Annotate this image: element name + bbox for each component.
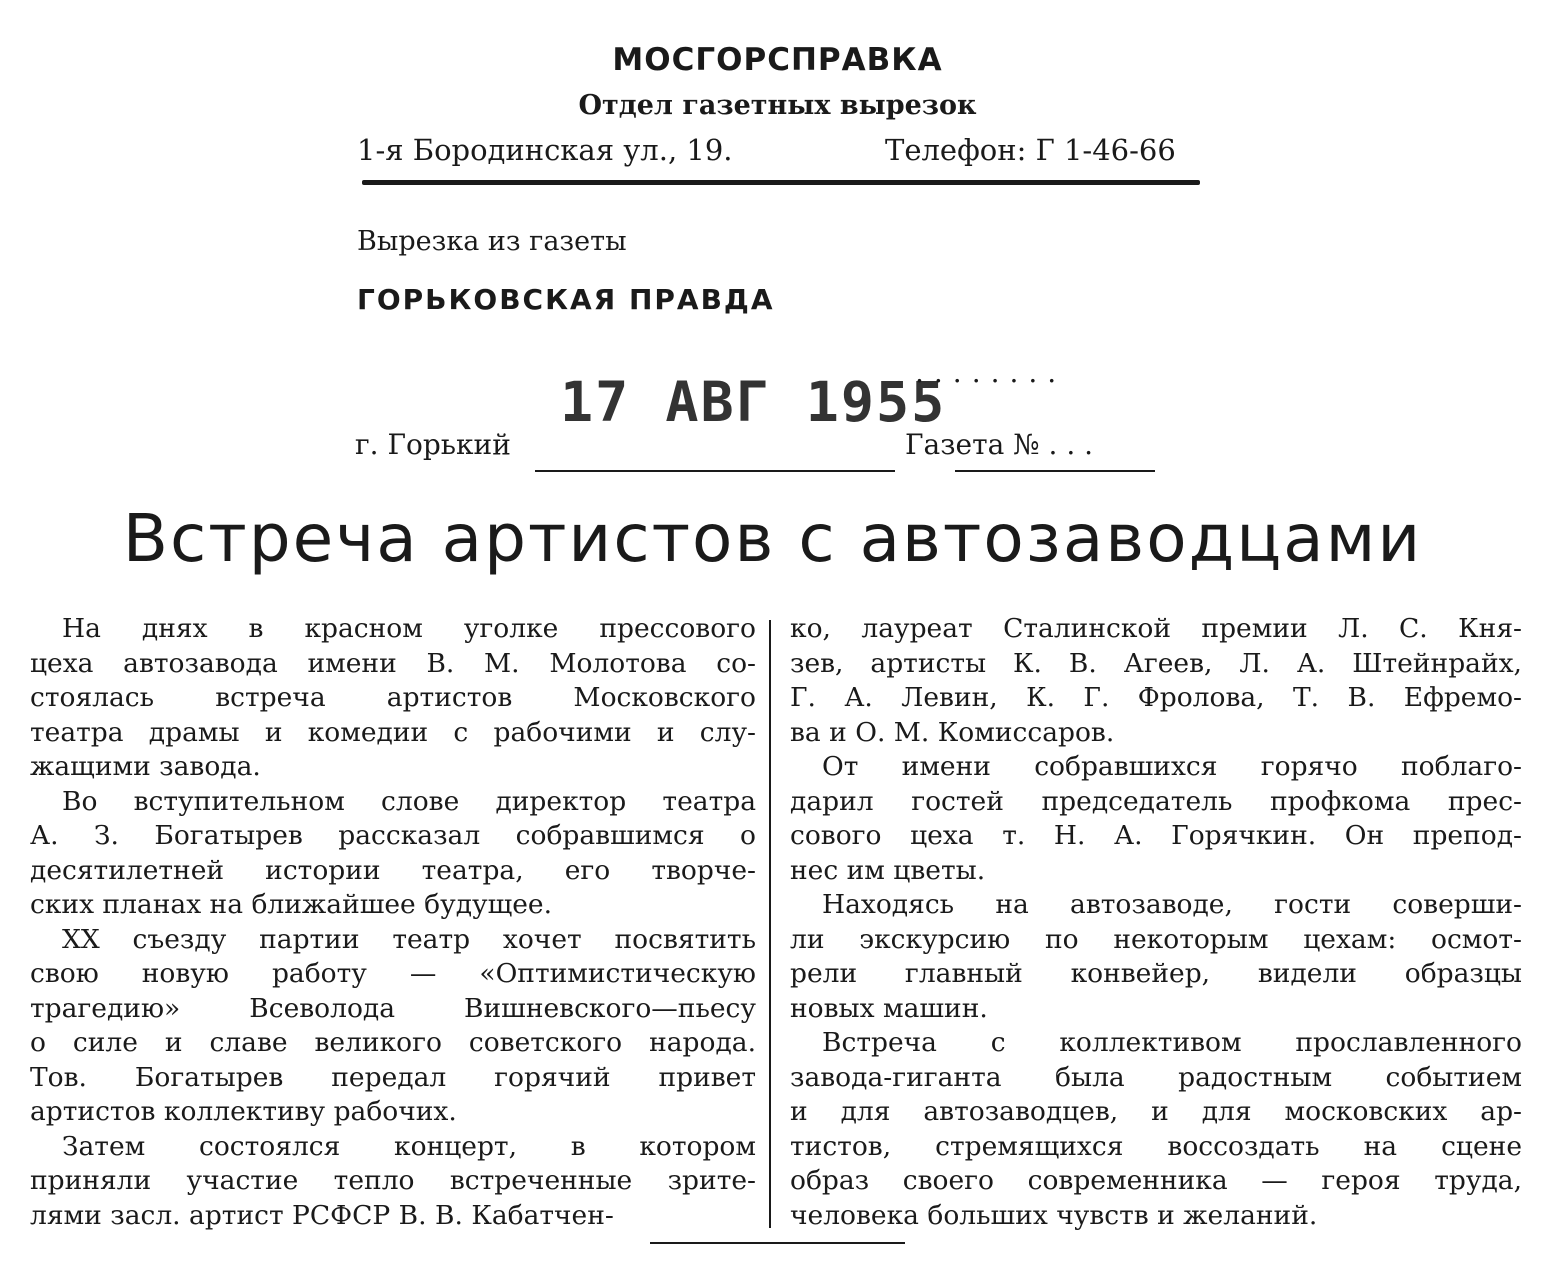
article-paragraph [790, 750, 1522, 888]
date-dots: ........ [915, 356, 1067, 389]
article-line: Затем состоялся концерт, в котором [62, 1130, 756, 1162]
article-line: человека больших чувств и желаний. [790, 1199, 1318, 1231]
city-underline [535, 470, 895, 472]
article-line: Находясь на автозаводе, гости соверши- [822, 889, 1522, 920]
article-line: приняли участие тепло встреченные зрите- [30, 1165, 756, 1196]
clipping-label: Вырезка из газеты [357, 226, 627, 257]
article-line: завода-гиганта была радостным событием [790, 1061, 1522, 1093]
article-column-left [30, 612, 756, 1233]
article-headline: Встреча артистов с автозаводцами [122, 500, 1423, 577]
article-line: цеха автозавода имени В. М. Молотова со- [30, 647, 756, 679]
article-line: Встреча с коллективом прославленного [822, 1027, 1522, 1058]
article-paragraph [30, 923, 756, 1130]
article-line: стоялась встреча артистов Московского [30, 682, 756, 713]
article-line: ва и О. М. Комиссаров. [790, 716, 1115, 748]
article-line: свою новую работу — «Оптимистическую [30, 958, 756, 989]
article-line: десятилетней истории театра, его творче- [30, 854, 756, 886]
article-line: и для автозаводцев, и для московских ар- [790, 1096, 1522, 1127]
article-line: новых машин. [790, 992, 988, 1024]
article-line: тистов, стремящихся воссоздать на сцене [790, 1130, 1522, 1162]
column-divider [769, 620, 771, 1228]
article-paragraph [30, 1130, 756, 1234]
article-line: нес им цветы. [790, 854, 986, 886]
article-line: Во вступительном слове директор театра [62, 785, 756, 817]
article-line: образ своего современника — героя труда, [790, 1165, 1522, 1196]
article-line: ских планах на ближайшее будущее. [30, 889, 553, 920]
article-line: жащими завода. [30, 751, 261, 782]
article-line: Г. А. Левин, К. Г. Фролова, Т. В. Ефремо- [790, 682, 1522, 713]
date-stamp: 17 АВГ 1955 [560, 370, 947, 434]
article-paragraph [790, 612, 1522, 750]
article-line: артистов коллективу рабочих. [30, 1096, 457, 1127]
city: г. Горький [355, 428, 511, 461]
article-line: ко, лауреат Сталинской премии Л. С. Кня- [790, 613, 1522, 644]
organization-name: МОСГОРСПРАВКА [612, 42, 943, 78]
article-line: На днях в красном уголке прессового [62, 613, 756, 644]
article-line: лями засл. артист РСФСР В. В. Кабатчен- [30, 1199, 614, 1231]
article-paragraph [30, 612, 756, 785]
article-line: зев, артисты К. В. Агеев, Л. А. Штейнрайх, [790, 647, 1522, 679]
article-line: театра драмы и комедии с рабочими и слу- [30, 716, 756, 748]
article-column-right [790, 612, 1522, 1233]
article-line: о силе и славе великого советского народа. [30, 1027, 756, 1058]
gazeta-number: Газета № . . . [905, 428, 1094, 461]
gazeta-underline [955, 470, 1155, 472]
article-line: А. З. Богатырев рассказал собравшимся о [30, 820, 756, 851]
department-name: Отдел газетных вырезок [578, 90, 977, 121]
article-paragraph [790, 1026, 1522, 1233]
article-line: Тов. Богатырев передал горячий привет [30, 1061, 756, 1093]
newspaper-name: ГОРЬКОВСКАЯ ПРАВДА [357, 283, 775, 316]
address: 1-я Бородинская ул., 19. [357, 133, 733, 167]
bottom-rule [650, 1242, 905, 1244]
article-line: рели главный конвейер, видели образцы [790, 958, 1522, 989]
article-paragraph [30, 785, 756, 923]
article-paragraph [790, 888, 1522, 1026]
phone: Телефон: Г 1-46-66 [885, 133, 1176, 167]
article-line: От имени собравшихся горячо поблаго- [822, 751, 1522, 782]
article-line: трагедию» Всеволода Вишневского—пьесу [30, 992, 756, 1024]
article-line: сового цеха т. Н. А. Горячкин. Он препод- [790, 820, 1522, 851]
article-line: ли экскурсию по некоторым цехам: осмот- [790, 923, 1522, 955]
header-divider [362, 180, 1200, 185]
article-line: XX съезду партии театр хочет посвятить [62, 923, 756, 955]
article-line: дарил гостей председатель профкома прес- [790, 785, 1522, 817]
